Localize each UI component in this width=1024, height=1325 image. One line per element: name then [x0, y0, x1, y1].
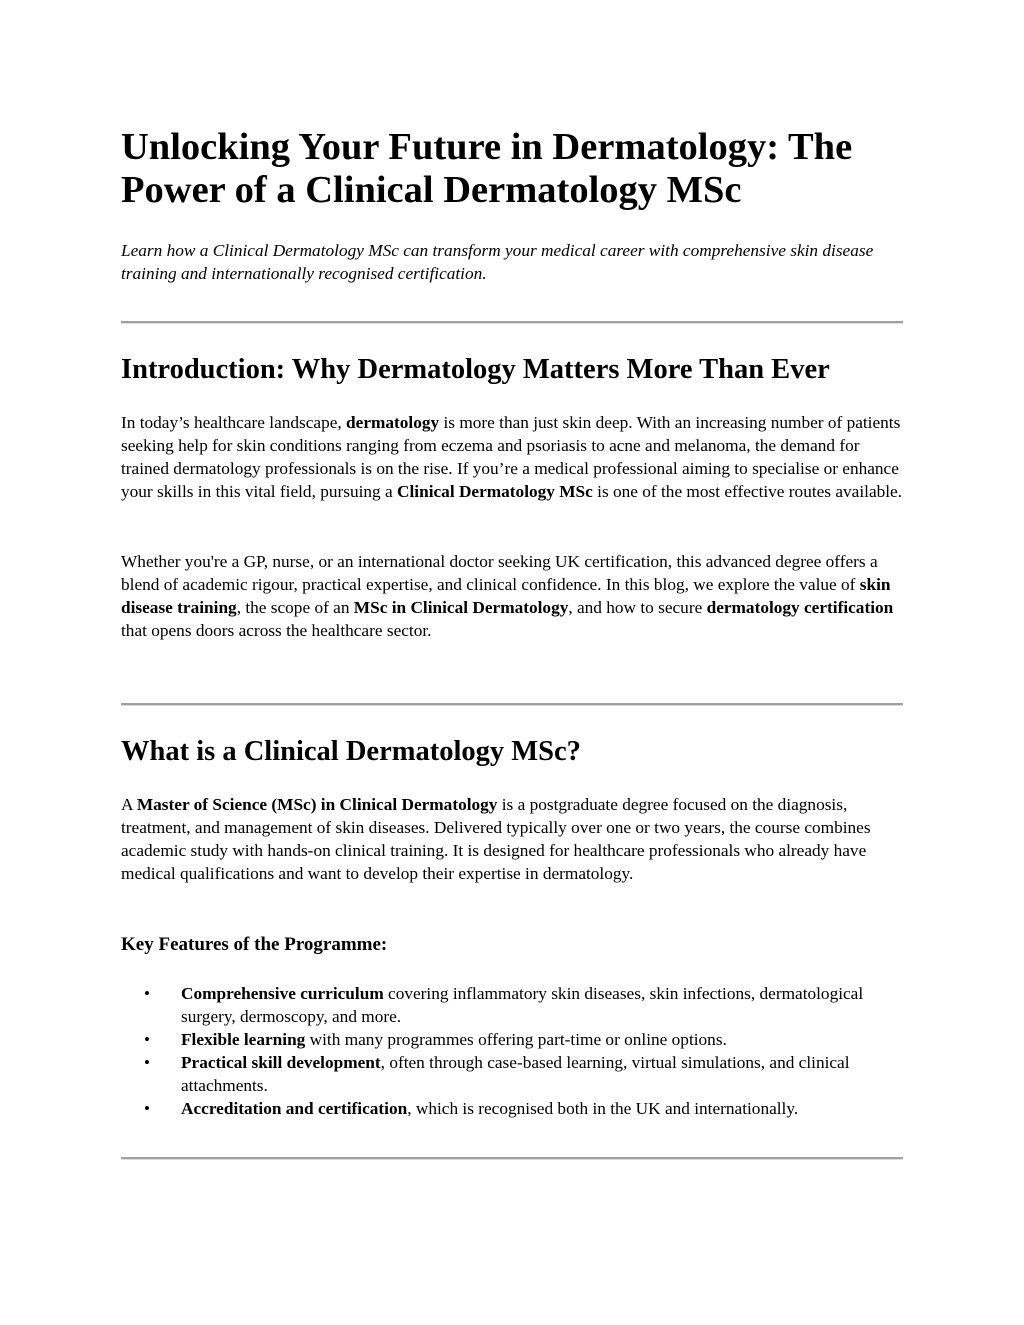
list-item: • Flexible learning with many programmes offering part-time or online options. [144, 1030, 727, 1049]
features-list [121, 982, 903, 1120]
list-item: • Comprehensive curriculum covering inflammatory skin diseases, skin infections, dermatological surgery, dermoscopy, and more. [144, 984, 864, 1026]
intro-heading: Introduction: Why Dermatology Matters More Than Ever [121, 354, 830, 385]
page-title: Unlocking Your Future in Dermatology: The Power of a Clinical Dermatology MSc [121, 126, 853, 211]
features-heading: Key Features of the Programme: [121, 934, 388, 955]
what-is-paragraph: A Master of Science (MSc) in Clinical Dermatology is a postgraduate degree focused on the diagnosis, treatment, and management of skin diseases. Delivered typically over one or two years, the course combines academic study with hands-on clinical training. It is designed for healthcare professionals who already have medical qualifications and want to develop their expertise in dermatology. [121, 795, 871, 883]
bullet-icon: • [144, 1053, 150, 1072]
bullet-icon: • [144, 1030, 150, 1049]
section-divider [121, 703, 903, 706]
list-item: • Practical skill development, often through case-based learning, virtual simulations, and clinical attachments. [144, 1053, 850, 1095]
intro-paragraph-1: In today’s healthcare landscape, dermatology is more than just skin deep. With an increasing number of patients seeking help for skin conditions ranging from eczema and psoriasis to acne and melanoma, the demand for trained dermatology professionals is on the rise. If you’re a medical professional aiming to specialise or enhance your skills in this vital field, pursuing a Clinical Dermatology MSc is one of the most effective routes available. [121, 413, 903, 501]
what-is-heading: What is a Clinical Dermatology MSc? [121, 736, 581, 767]
section-divider [121, 1157, 903, 1160]
bullet-icon: • [144, 984, 150, 1003]
section-divider [121, 321, 903, 324]
list-item: • Accreditation and certification, which is recognised both in the UK and internationally. [144, 1099, 799, 1118]
intro-paragraph-2: Whether you're a GP, nurse, or an international doctor seeking UK certification, this advanced degree offers a blend of academic rigour, practical expertise, and clinical confidence. In this blog, we explore the value of skin disease training, the scope of an MSc in Clinical Dermatology, and how to secure dermatology certification that opens doors across the healthcare sector. [121, 552, 894, 640]
page-subtitle: Learn how a Clinical Dermatology MSc can transform your medical career with comprehensive skin disease training and internationally recognised certification. [121, 241, 874, 283]
bullet-icon: • [144, 1099, 150, 1118]
